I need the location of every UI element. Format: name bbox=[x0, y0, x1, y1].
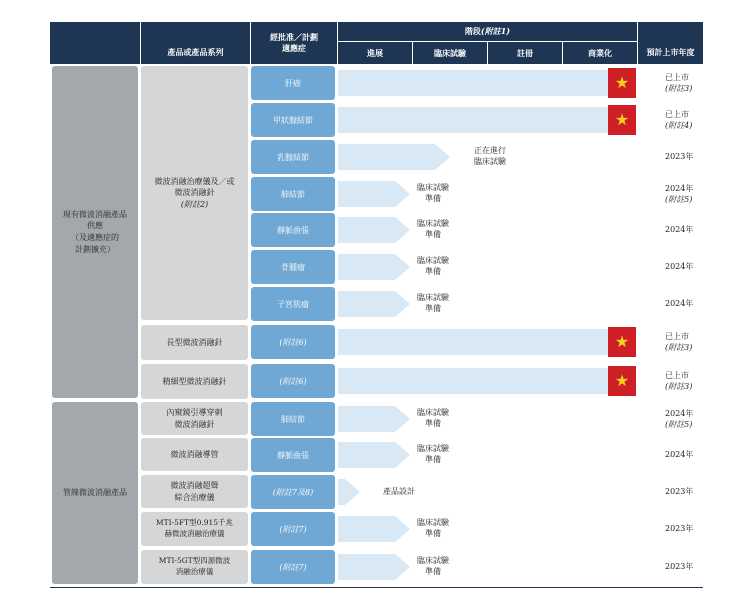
stage-status-label: 臨床試驗 準備 bbox=[417, 219, 449, 240]
launch-year-note: (附註5) bbox=[665, 419, 693, 429]
header-stages bbox=[337, 22, 637, 42]
group-catheter: 微波消融導管 bbox=[141, 438, 248, 471]
indication-cell: 靜脈曲張 bbox=[251, 438, 335, 472]
header-blank bbox=[50, 22, 140, 64]
stage-status-label: 正在進行 臨床試驗 bbox=[474, 146, 506, 167]
stage-status-label: 臨床試驗 準備 bbox=[417, 293, 449, 314]
launch-year-value: 已上市 bbox=[665, 332, 689, 341]
group-fine-needle: 精細型微波消融針 bbox=[141, 364, 248, 399]
launch-year-value: 2024年 bbox=[665, 184, 694, 193]
indication-cell: (附註7及8) bbox=[251, 475, 335, 509]
stage-status-label: 臨床試驗 準備 bbox=[417, 444, 449, 465]
indication-cell: (附註7) bbox=[251, 512, 335, 546]
stage-status-label: 臨床試驗 準備 bbox=[417, 518, 449, 539]
indication-cell: 肺結節 bbox=[251, 402, 335, 436]
indication-cell: 骨腫瘤 bbox=[251, 250, 335, 284]
launch-year-value: 2024年 bbox=[665, 299, 694, 308]
group-endoscope-needle: 內窺鏡引導穿刺 微波消融針 bbox=[141, 402, 248, 435]
indication-cell: (附註7) bbox=[251, 550, 335, 584]
group-ablation-device bbox=[141, 66, 248, 320]
progress-bar-full bbox=[338, 70, 608, 96]
indication-cell: 乳腺結節 bbox=[251, 140, 335, 174]
category-existing: 現有微波消融產品 供應 （及適應症的 計劃擴充） bbox=[52, 66, 138, 398]
header-product: 產品或產品系列 bbox=[140, 22, 250, 64]
indication-cell: 甲狀腺結節 bbox=[251, 103, 335, 137]
launch-year bbox=[665, 225, 705, 236]
stage-progress: 進展 bbox=[337, 42, 412, 64]
launch-year bbox=[665, 110, 705, 132]
stage-clinical: 臨床試驗 bbox=[412, 42, 487, 64]
progress-bar-full bbox=[338, 368, 608, 394]
launch-year bbox=[665, 562, 705, 573]
header-launch: 預計上市年度 bbox=[637, 22, 703, 64]
launch-year bbox=[665, 262, 705, 273]
launch-year-value: 已上市 bbox=[665, 73, 689, 82]
launch-year-value: 2023年 bbox=[665, 562, 694, 571]
launch-year-note: (附註3) bbox=[665, 381, 693, 391]
launch-year-value: 2024年 bbox=[665, 262, 694, 271]
group-label: 微波消融治療儀及／或 微波消融針 bbox=[154, 176, 235, 198]
launch-year bbox=[665, 409, 705, 431]
launch-year bbox=[665, 299, 705, 310]
stages-note: (附註1) bbox=[480, 26, 511, 37]
indication-cell: 子宮肌瘤 bbox=[251, 287, 335, 321]
launch-year bbox=[665, 450, 705, 461]
launch-year-note: (附註4) bbox=[665, 120, 693, 130]
launch-year bbox=[665, 184, 705, 206]
launch-year bbox=[665, 371, 705, 393]
stage-status-label: 臨床試驗 準備 bbox=[417, 556, 449, 577]
group-long-needle: 長型微波消融針 bbox=[141, 325, 248, 360]
launch-year bbox=[665, 332, 705, 354]
indication-cell: (附註6) bbox=[251, 325, 335, 359]
launch-year-note: (附註3) bbox=[665, 342, 693, 352]
indication-cell: 肝癌 bbox=[251, 66, 335, 100]
commercialized-star-icon: ★ bbox=[608, 366, 636, 396]
stage-commercial: 商業化 bbox=[562, 42, 637, 64]
launch-year-value: 2023年 bbox=[665, 152, 694, 161]
indication-cell: (附註6) bbox=[251, 364, 335, 398]
group-ultrasound-device: 微波消融超聲 綜合治療儀 bbox=[141, 475, 248, 508]
category-pipeline: 管線微波消融產品 bbox=[52, 402, 138, 584]
launch-year bbox=[665, 152, 705, 163]
commercialized-star-icon: ★ bbox=[608, 327, 636, 357]
launch-year-value: 2024年 bbox=[665, 450, 694, 459]
commercialized-star-icon: ★ bbox=[608, 105, 636, 135]
group-note: (附註2) bbox=[180, 199, 209, 209]
stage-status-label: 產品設計 bbox=[383, 487, 415, 496]
progress-bar-full bbox=[338, 107, 608, 133]
group-mti-5gt: MTI-5GT型四源微波 消融治療儀 bbox=[141, 550, 248, 584]
launch-year bbox=[665, 487, 705, 498]
bottom-rule bbox=[50, 587, 703, 588]
stages-title: 階段 bbox=[464, 26, 481, 37]
launch-year bbox=[665, 524, 705, 535]
launch-year-note: (附註5) bbox=[665, 194, 693, 204]
launch-year bbox=[665, 73, 705, 95]
launch-year-value: 2023年 bbox=[665, 487, 694, 496]
stage-registration: 註冊 bbox=[487, 42, 562, 64]
launch-year-note: (附註3) bbox=[665, 83, 693, 93]
indication-cell: 靜脈曲張 bbox=[251, 213, 335, 247]
progress-arrow bbox=[338, 144, 450, 170]
stage-status-label: 臨床試驗 準備 bbox=[417, 256, 449, 277]
stage-status-label: 臨床試驗 準備 bbox=[417, 408, 449, 429]
stage-status-label: 臨床試驗 準備 bbox=[417, 183, 449, 204]
header-indication: 經批准／計劃 適應症 bbox=[250, 22, 337, 64]
indication-cell: 肺結節 bbox=[251, 177, 335, 211]
launch-year-value: 已上市 bbox=[665, 110, 689, 119]
group-mti-5ft: MTI-5FT型0.915千兆 赫微波消融治療儀 bbox=[141, 512, 248, 546]
launch-year-value: 已上市 bbox=[665, 371, 689, 380]
progress-arrow bbox=[338, 479, 360, 505]
launch-year-value: 2023年 bbox=[665, 524, 694, 533]
launch-year-value: 2024年 bbox=[665, 225, 694, 234]
commercialized-star-icon: ★ bbox=[608, 68, 636, 98]
progress-bar-full bbox=[338, 329, 608, 355]
launch-year-value: 2024年 bbox=[665, 409, 694, 418]
